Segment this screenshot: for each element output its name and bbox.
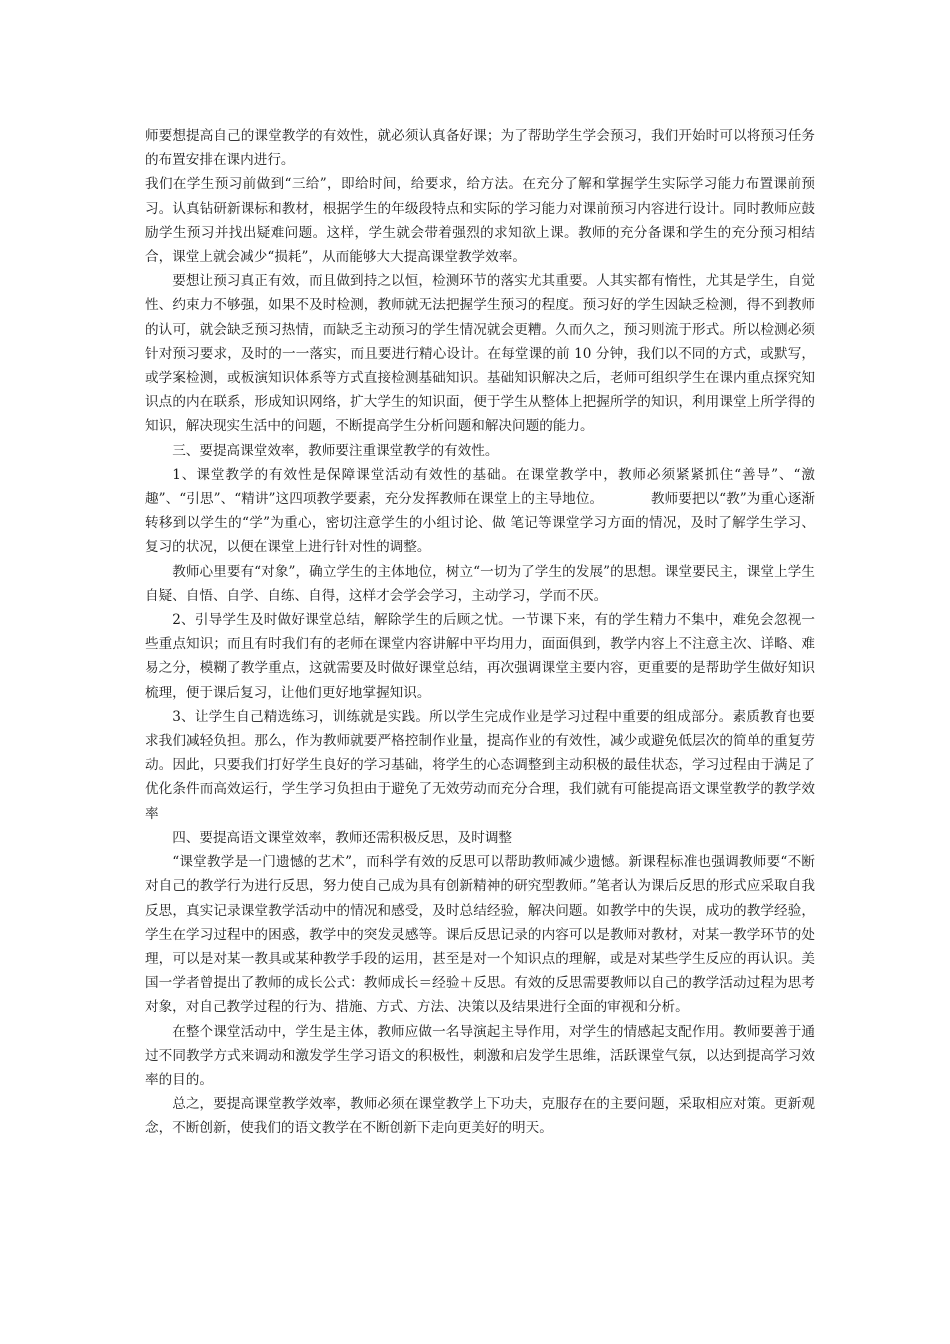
paragraph-9: 在整个课堂活动中，学生是主体，教师应做一名导演起主导作用，对学生的情感起支配作用。教师要善于通过不同教学方式来调动和激发学生学习语文的积极性，刺激和启发学生思维，活跃课堂气氛，以达到提高学习效率的目的。 <box>145 1023 815 1088</box>
section-heading-3: 三、要提高课堂效率，教师要注重课堂教学的有效性。 <box>172 442 499 459</box>
paragraph-5: 教师心里要有“对象”，确立学生的主体地位，树立“一切为了学生的发展”的思想。课堂要民主，课堂上学生自疑、自悟、自学、自练、自得，这样才会学会学习，主动学习，学而不厌。 <box>145 563 815 604</box>
paragraph-8: “课堂教学是一门遗憾的艺术”，而科学有效的反思可以帮助教师减少遗憾。新课程标准也强调教师要“不断对自己的教学行为进行反思，努力使自己成为具有创新精神的研究型教师。”笔者认为课后反思的形式应采取自我反思，真实记录课堂教学活动中的情况和感受，及时总结经验，解决问题。如教学中的失误，成功的教学经验，学生在学习过程中的困惑，教学中的突发灵感等。课后反思记录的内容可以是教师对教材，对某一教学环节的处理，可以是对某一教具或某种教学手段的运用，甚至是对一个知识点的理解，或是对某些学生反应的再认识。美国一学者曾提出了教师的成长公式：教师成长＝经验＋反思。有效的反思需要教师以自己的教学活动过程为思考对象，对自己教学过程的行为、措施、方式、方法、决策以及结果进行全面的审视和分析。 <box>145 854 815 1016</box>
paragraph-4: 1、课堂教学的有效性是保障课堂活动有效性的基础。在课堂教学中，教师必须紧紧抓住“善导”、“激趣”、“引思”、“精讲”这四项教学要素，充分发挥教师在课堂上的主导地位。 教师要把以“教”为重心逐渐转移到以学生的“学”为重心，密切注意学生的小组讨论、做 笔记等课堂学习方面的情况，及时了解学生学习、复习的状况，以便在课堂上进行针对性的调整。 <box>145 466 815 556</box>
paragraph-7: 3、让学生自己精选练习，训练就是实践。所以学生完成作业是学习过程中重要的组成部分。素质教育也要求我们减轻负担。那么，作为教师就要严格控制作业量，提高作业的有效性，减少或避免低层次的简单的重复劳动。因此，只要我们打好学生良好的学习基础，将学生的心态调整到主动积极的最佳状态，学习过程由于满足了优化条件而高效运行，学生学习负担由于避免了无效劳动而充分合理，我们就有可能提高语文课堂教学的教学效率 <box>145 708 815 822</box>
paragraph-10: 总之，要提高课堂教学效率，教师必须在课堂教学上下功夫，克服存在的主要问题，采取相应对策。更新观念，不断创新，使我们的语文教学在不断创新下走向更美好的明天。 <box>145 1096 815 1137</box>
document-page <box>145 124 815 1141</box>
paragraph-1: 师要想提高自己的课堂教学的有效性，就必须认真备好课；为了帮助学生学会预习，我们开始时可以将预习任务的布置安排在课内进行。 <box>145 128 815 169</box>
section-heading-4: 四、要提高语文课堂效率，教师还需积极反思，及时调整 <box>172 829 513 846</box>
paragraph-2: 我们在学生预习前做到“三给”，即给时间，给要求，给方法。在充分了解和掌握学生实际学习能力布置课前预习。认真钻研新课标和教材，根据学生的年级段特点和实际的学习能力对课前预习内容进行设计。同时教师应鼓励学生预习并找出疑难问题。这样，学生就会带着强烈的求知欲上课。教师的充分备课和学生的充分预习相结合，课堂上就会减少“损耗”，从而能够大大提高课堂教学效率。 <box>145 176 815 266</box>
paragraph-6: 2、引导学生及时做好课堂总结，解除学生的后顾之忧。一节课下来，有的学生精力不集中，难免会忽视一些重点知识；而且有时我们有的老师在课堂内容讲解中平均用力，面面俱到，教学内容上不注意主次、详略、难易之分，模糊了教学重点，这就需要及时做好课堂总结，再次强调课堂主要内容，更重要的是帮助学生做好知识梳理，便于课后复习，让他们更好地掌握知识。 <box>145 612 815 701</box>
paragraph-3: 要想让预习真正有效，而且做到持之以恒，检测环节的落实尤其重要。人其实都有惰性，尤其是学生，自觉性、约束力不够强，如果不及时检测，教师就无法把握学生预习的程度。预习好的学生因缺乏检测，得不到教师的认可，就会缺乏预习热情，而缺乏主动预习的学生情况就会更糟。久而久之，预习则流于形式。所以检测必须针对预习要求，及时的一一落实，而且要进行精心设计。在每堂课的前 10 分钟，我们以不同的方式，或默写，或学案检测，或板演知识体系等方式直接检测基础知识。基础知识解决之后，老师可组织学生在课内重点探究知识点的内在联系，形成知识网络，扩大学生的知识面，便于学生从整体上把握所学的知识，利用课堂上所学得的知识，解决现实生活中的问题，不断提高学生分析问题和解决问题的能力。 <box>145 273 815 435</box>
